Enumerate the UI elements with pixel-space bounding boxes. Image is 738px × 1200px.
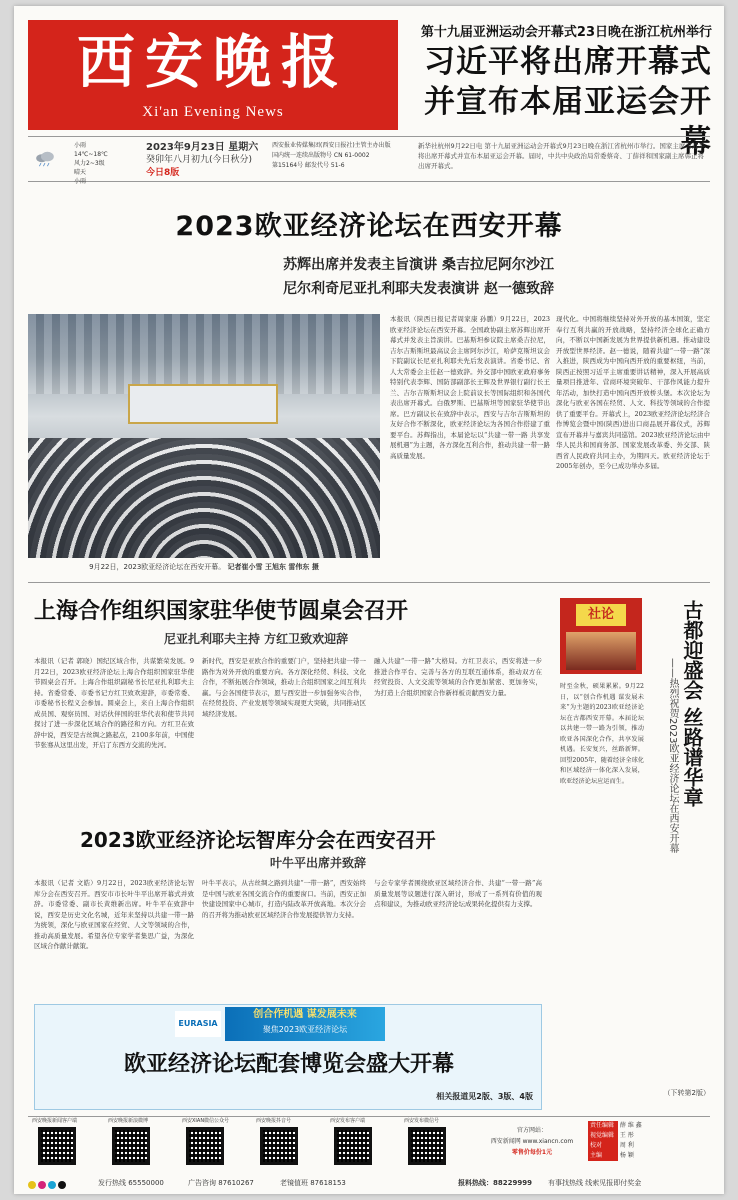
chief-label: 主编 <box>588 1151 618 1161</box>
issue-pages: 今日8版 <box>146 168 180 178</box>
editorial-column[interactable] <box>560 598 710 1098</box>
weather-night-desc: 小雨 <box>74 178 87 185</box>
editorial-badge <box>560 598 642 674</box>
lead-subhead-1: 苏辉出席并发表主旨演讲 桑吉拉尼阿尔沙江 <box>283 257 554 273</box>
ad-line: 广告咨询 87610267 <box>188 1179 254 1187</box>
qr-label-4: 西安晚报抖音号 <box>256 1118 292 1124</box>
think-tank-subhead: 叶牛平出席并致辞 <box>270 856 367 870</box>
distribution-line: 发行热线 65550000 <box>98 1179 164 1187</box>
sco-body-col1: 本报讯（记者 郭晓）国纪区域合作，共谋繁荣发展。9月22日，2023欧亚经济论坛上海合作组织国家驻华使节圆桌会召开。上海合作组织副秘书长尼亚扎利耶夫主持。省委常委、市委书记方红卫致欢迎辞，市委常委、市委秘书长程义会参加。圆桌会上，来自上海合作组织成员国、观察员国、对话伙伴国的驻华代表和使节共同探讨了进一步深化区域合作的路径和方向。方红卫在致辞中说，西安是古丝绸之路起点，2100多年前，中国使节张骞从这里出发，开启了东西方交流的先河。 <box>34 657 194 749</box>
editorial-image <box>566 632 636 670</box>
proof-name: 周 利 <box>619 1142 634 1149</box>
editor-label: 责任编辑 <box>588 1121 618 1131</box>
editorial-continued[interactable]: （下转第2版） <box>663 1089 710 1097</box>
qr-code-icon[interactable] <box>334 1127 372 1165</box>
print-dot-icon <box>28 1181 36 1189</box>
website-block <box>482 1125 582 1158</box>
report-line: 报料热线：88229999 <box>458 1179 532 1187</box>
lead-headline[interactable]: 2023欧亚经济论坛在西安开幕 <box>175 211 563 242</box>
top-story-headline-1[interactable]: 习近平将出席开幕式 <box>424 44 712 80</box>
website-link[interactable]: 西安新闻网 www.xiancn.com <box>490 1138 574 1145</box>
qr-code-icon[interactable] <box>186 1127 224 1165</box>
qr-code-icon[interactable] <box>408 1127 446 1165</box>
editorial-body: 时至金秋，硕果累累。9月22日，以“创合作机遇 谋发展未来”为主题的2023欧亚经济论坛在古都西安开幕。本届论坛以共建一带一路为引领，推动欧亚各国深化合作，共享发展机遇。长安复兴，丝路新辉。回望2005年，随着经济全球化和区域经济一体化深入发展，欧亚经济论坛应运而生。 <box>560 683 644 785</box>
date-block <box>146 141 258 180</box>
qr-label-3: 西安XIAN微信公众号 <box>182 1118 230 1124</box>
issue-date: 2023年9月23日 <box>146 142 225 153</box>
proof-label: 校对 <box>588 1141 618 1151</box>
qr-label-2: 西安晚报新浪微博 <box>108 1118 149 1124</box>
photo-credit: 记者崔小雪 王旭东 雷伟东 摄 <box>227 563 319 571</box>
photo-audience <box>28 438 380 558</box>
qr-code-icon[interactable] <box>260 1127 298 1165</box>
cn-number: 国内统一连续出版物号 CN 61-0002 <box>272 152 370 159</box>
sco-body-col2: 新时代，西安是亚欧合作的重要门户，坚持把共建一带一路作为对外开放的重要方向。各方深化经贸、科技、文化合作，不断拓展合作领域，推动上合组织国家之间互利共赢。与会各国使节表示，愿与西安进一步加强务实合作，在经贸投资、产业发展等领域实现更大突破，共同推动区域经济发展。 <box>202 657 366 718</box>
think-tank-body-col1: 本报讯（记者 文皓）9月22日，2023欧亚经济论坛智库分会在西安召开。西安市市长叶牛平出席开幕式并致辞。市委常委、副市长黄维新出席。叶牛平在致辞中说，西安是历史文化名城，近年来坚持以共建一带一路为统领，深化与欧亚国家在经贸、人文等领域的合作，推动高质量发展。希望各位专家学者集思广益，为深化区域合作献计献策。 <box>34 879 194 950</box>
website-label: 官方网站： <box>516 1127 547 1134</box>
masthead-subtitle: Xi'an Evening News <box>142 104 284 120</box>
designer-name: 王 彤 <box>619 1132 634 1139</box>
top-story-body: 新华社杭州9月22日电 第十九届亚洲运动会开幕式9月23日晚在浙江省杭州市举行。国家主席习近平将出席开幕式并宣布本届亚运会开幕。届时，中共中央政治局常委蔡奇、丁薛祥和国家副主席韩正将出席开幕式。 <box>418 142 705 170</box>
weather-wind: 风力2~3级 <box>74 160 105 167</box>
newspaper-page <box>14 6 724 1194</box>
photo-caption <box>28 562 380 572</box>
expo-banner-slogan: 创合作机遇 谋发展未来 <box>253 1009 357 1020</box>
expo-logo: EURASIA <box>175 1011 221 1037</box>
qr-code-icon[interactable] <box>112 1127 150 1165</box>
editorial-title[interactable]: 古都迎盛会 丝路谱华章 <box>680 600 704 807</box>
masthead-title: 西安晚报 <box>76 28 349 96</box>
think-tank-headline[interactable]: 2023欧亚经济论坛智库分会在西安召开 <box>80 828 436 852</box>
print-dot-icon <box>38 1181 46 1189</box>
expo-banner-block[interactable] <box>34 1004 542 1110</box>
designer-label: 视觉编辑 <box>588 1131 618 1141</box>
weather-temp: 14℃~18℃ <box>74 151 108 158</box>
report-incentive: 有事找热线 线索见报即付奖金 <box>548 1179 642 1187</box>
qr-label-5: 西安发布客户端 <box>330 1118 366 1124</box>
qr-code-icon[interactable] <box>38 1127 76 1165</box>
issue-weekday: 星期六 <box>228 142 259 153</box>
publisher: 西安报业传媒集团(西安日报社)主管主办出版 <box>272 142 391 149</box>
weather-day: 小雨 <box>74 142 87 149</box>
divider <box>28 582 710 583</box>
lead-body-col2: 现代化。中国将继续坚持对外开放的基本国策，坚定奉行互利共赢的开放战略，坚持经济全球化正确方向，不断以中国新发展为世界提供新机遇。推动建设开放型世界经济。赵一德说，随着共建“一带一路”深入推进，陕西成为中国向西开放的重要枢纽，当前，陕西正按照习近平主席重要讲话精神，深入开展高质量项目推进年、营商环境突破年、干部作风能力提升年活动，加快打造中国向西开放桥头堡。本次论坛为深化与欧亚各国在经贸、人文、科技等领域的合作提供了重要平台。开幕式上，2023欧亚经济论坛经济合作博览会暨中国(陕西)进出口商品展开幕仪式，苏辉宣布开幕并与嘉宾共同巡馆。2023欧亚经济论坛由中华人民共和国商务部、国家发展改革委、外交部、陕西省人民政府共同主办，为期四天。欧亚经济论坛于2005年创办，至今已成功举办多届。 <box>556 315 710 470</box>
lead-body-col1: 本报讯（陕西日报记者周家康 孙鹏）9月22日，2023欧亚经济论坛在西安开幕。全国政协副主席苏辉出席开幕式并发表主旨演讲。巴基斯坦参议院主席桑吉拉尼，吉尔吉斯斯坦最高议会主席阿尔沙江，哈萨克斯坦议会下院副议长尼亚扎利耶夫先后发表演讲。省委书记、省人大常委会主任赵一德致辞。外交部中国欧亚政府事务特别代表李辉、国防部副部长王辉及世界银行副行长王兰、吉尔吉斯斯坦议会上院前议长等国际组织和各国代表出席开幕式。白俄罗斯、巴基斯坦等国家驻华使节出席。巴方副议长在致辞中表示，西安与吉尔吉斯斯坦的友好合作不断深化，欧亚经济论坛为各国合作搭建了重要平台。苏辉指出，本届论坛以“共建一带一路 共享发展机遇”为主题，各方深化互利合作，推动共建一带一路高质量发展。 <box>390 315 550 460</box>
publisher-block <box>272 141 402 171</box>
price: 零售价每份1元 <box>511 1149 553 1156</box>
staff-credits <box>588 1121 710 1161</box>
expo-headline[interactable]: 欧亚经济论坛配套博览会盛大开幕 <box>123 1052 454 1077</box>
bottom-bar <box>28 1178 710 1192</box>
lead-photo[interactable] <box>28 314 380 558</box>
qr-label-6: 西安发布微信号 <box>404 1118 440 1124</box>
weather-night: 晴天 <box>74 169 87 176</box>
expo-banner-focus: 聚焦2023欧亚经济论坛 <box>262 1025 348 1034</box>
expo-related-link[interactable]: 相关报道见2版、3版、4版 <box>436 1092 533 1101</box>
issue-lunar: 癸卯年八月初九(今日秋分) <box>146 155 253 165</box>
chief-name: 杨 颖 <box>619 1152 634 1159</box>
issue-info-bar <box>28 136 710 185</box>
editorial-tag: 社论 <box>576 604 626 626</box>
print-dot-icon <box>58 1181 66 1189</box>
editor-name: 薛 维 鑫 <box>619 1122 642 1129</box>
expo-banner <box>225 1007 385 1041</box>
editorial-subtitle: ——热烈祝贺2023欧亚经济论坛在西安开幕 <box>667 658 678 854</box>
masthead-logo <box>28 20 398 130</box>
photo-caption-text: 9月22日，2023欧亚经济论坛在西安开幕。 <box>89 563 226 571</box>
postal-code: 邮发代号 51-6 <box>305 162 345 169</box>
think-tank-body-col2: 叶牛平表示，从古丝绸之路到共建“一带一路”，西安始终是中国与欧亚各国交流合作的重要窗口。当前，西安正加快建设国家中心城市，打造内陆改革开放高地。本次分会的召开将为推动欧亚区域经济合作发展提供智力支持。 <box>202 879 366 919</box>
editor-phone: 老镜值班 87618153 <box>280 1179 346 1187</box>
top-story-kicker: 第十九届亚洲运动会开幕式23日晚在浙江杭州举行 <box>420 25 712 40</box>
sco-subhead: 尼亚扎利耶夫主持 方红卫致欢迎辞 <box>164 632 349 646</box>
print-dot-icon <box>48 1181 56 1189</box>
sco-headline[interactable]: 上海合作组织国家驻华使节圆桌会召开 <box>34 599 409 624</box>
think-tank-body-col3: 与会专家学者围绕欧亚区域经济合作、共建“一带一路”高质量发展等议题进行深入研讨，形成了一系列有价值的观点和建议，为推动欧亚经济论坛成果转化提供有力支撑。 <box>374 879 542 908</box>
issue-number: 第15164号 <box>272 162 304 169</box>
lead-subhead-2: 尼尔利奇尼亚扎利耶夫发表演讲 赵一德致辞 <box>283 281 554 297</box>
footer <box>28 1116 710 1176</box>
cloud-rain-icon <box>32 151 58 167</box>
sco-body-col3: 融入共建“一带一路”大格局。方红卫表示，西安将进一步推进合作平台、完善与各方的互联互通体系，推动双方在经贸投资、人文交流等领域的合作更加紧密、更加务实，为打造上合组织国家合作新样板贡献西安力量。 <box>374 657 542 697</box>
photo-stage <box>128 384 278 424</box>
top-story-headline-2[interactable]: 并宣布本届亚运会开幕 <box>424 84 712 160</box>
qr-label-1: 西安晚报新闻客户端 <box>32 1118 78 1124</box>
photo-ceiling <box>28 314 380 394</box>
